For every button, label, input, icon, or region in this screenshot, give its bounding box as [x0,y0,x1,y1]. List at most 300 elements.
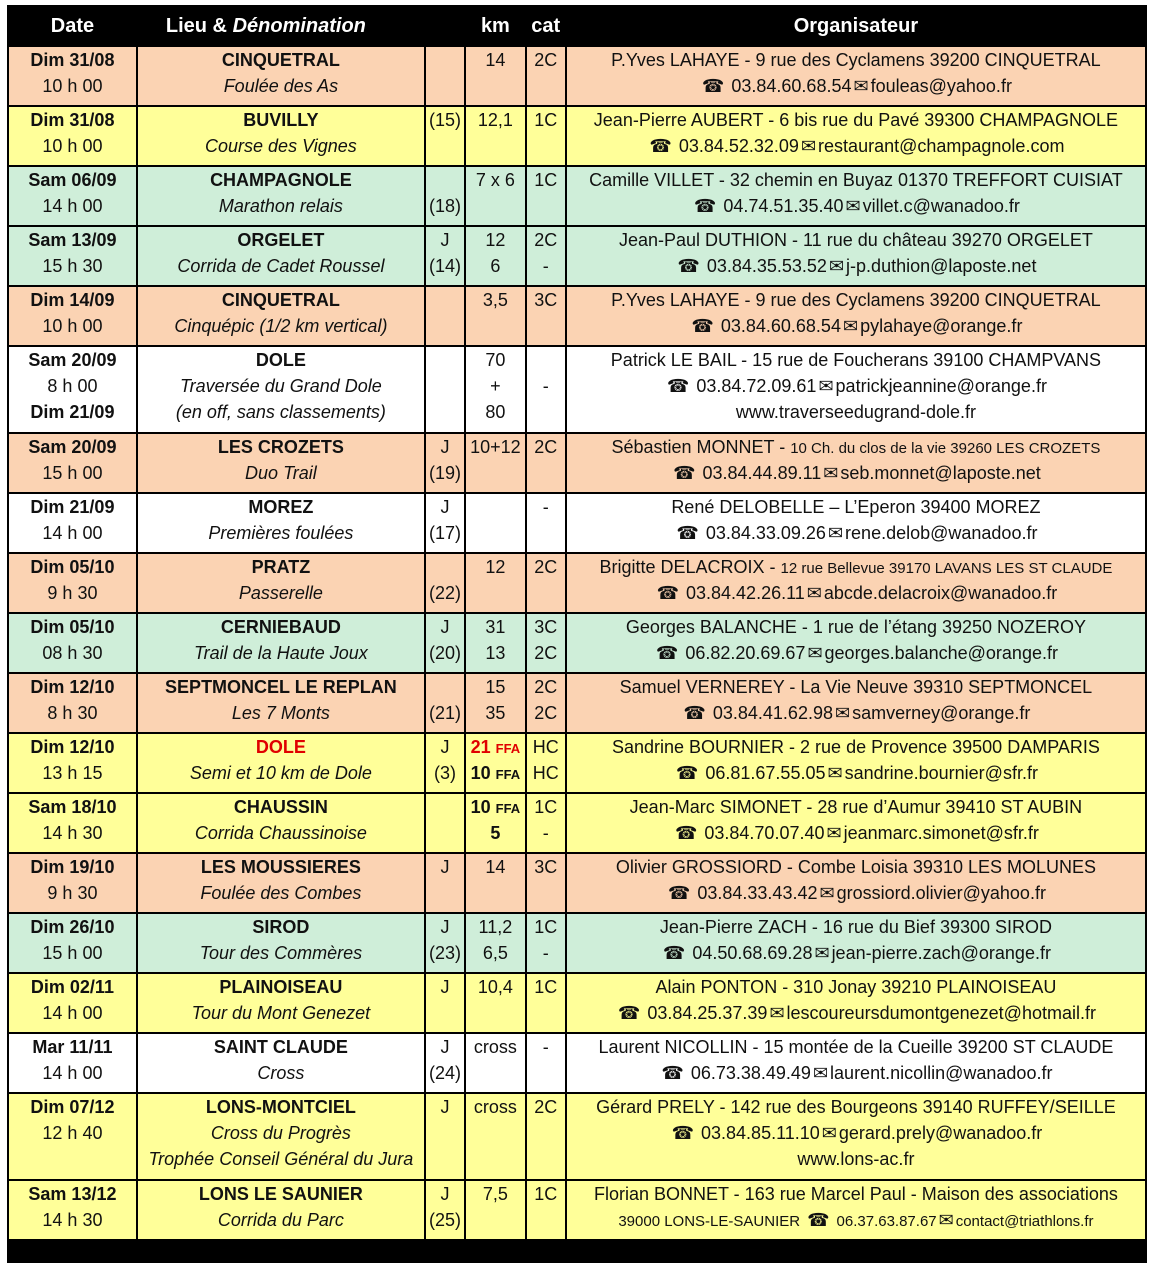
col-header-lieu-label: Lieu & [165,14,233,37]
event-name: Corrida du Parc [217,1210,344,1230]
organizer-cell [567,794,1145,852]
event-name: Corrida Chaussinoise [194,823,367,843]
event-name: Cross [257,1063,305,1083]
organizer-name-address: Jean-Paul DUTHION - 11 rue du château 39270 ORGELET [618,230,1093,250]
table-row [9,854,1145,912]
j-value [426,167,464,193]
km-value: 35 [485,703,506,723]
organizer-cell [567,974,1145,1032]
organizer-cell [567,554,1145,612]
date-cell [9,47,136,105]
j-value: (24) [429,1063,462,1083]
organizer-cell [567,227,1145,285]
phone-icon: ☎ [662,943,686,963]
table-row [9,614,1145,672]
mail-icon: ✉ [823,463,839,483]
organizer-cell [567,1181,1145,1239]
cat-cell [527,1034,565,1092]
lieu-cell [138,914,424,972]
km-cell [466,107,524,165]
col-header-date: Date [9,7,136,45]
date-cell [9,494,136,552]
km-value: 3,5 [482,290,508,310]
event-date: Dim 31/08 [30,50,115,70]
km-cell [466,794,524,852]
event-name: Foulée des As [223,76,339,96]
km-cell [466,674,524,732]
event-name: Trail de la Haute Joux [194,643,368,663]
event-time: 10 h 00 [42,316,103,336]
cat-cell [527,47,565,105]
email-address[interactable]: jean-pierre.zach@orange.fr [831,943,1051,963]
email-address[interactable]: villet.c@wanadoo.fr [862,196,1020,216]
ffa-tag: FFA [495,767,521,782]
date-cell [9,674,136,732]
organizer-address [567,107,1145,133]
organizer-address [567,494,1145,520]
website-link[interactable]: www.lons-ac.fr [797,1149,915,1169]
km-cell [466,287,524,345]
cat-cell [527,554,565,612]
cat-value: - [542,823,549,843]
cat-value: - [542,943,549,963]
phone-icon: ☎ [674,823,698,843]
km-value: 12 [485,557,506,577]
mail-icon: ✉ [807,643,823,663]
cat-value: 1C [534,1184,558,1204]
lieu-cell [138,554,424,612]
phone-number: 06.81.67.55.05 [705,763,826,783]
km-cell [466,347,524,432]
km-cell [466,914,524,972]
organizer-name-address: Camille VILLET - 32 chemin en Buyaz 01370 TREFFORT CUISIAT [589,170,1123,190]
organizer-name-address: Jean-Marc SIMONET - 28 rue d’Aumur 39410 ST AUBIN [629,797,1083,817]
organizer-contact [567,73,1145,99]
event-location: DOLE [255,737,306,757]
organizer-cell [567,854,1145,912]
event-time: 10 h 00 [42,136,103,156]
j-value: J [440,1097,450,1117]
organizer-name-address: Jean-Pierre AUBERT - 6 bis rue du Pavé 39300 CHAMPAGNOLE [593,110,1119,130]
j-value: J [440,857,450,877]
event-date: Sam 13/09 [28,230,117,250]
km-value: cross [473,1037,517,1057]
organizer-address [567,227,1145,253]
cat-cell [527,167,565,225]
event-date: Dim 05/10 [30,617,115,637]
j-cell [426,674,464,732]
j-cell [426,614,464,672]
organizer-address [567,914,1145,940]
phone-icon: ☎ [693,196,717,216]
ffa-tag: FFA [495,741,521,756]
email-address[interactable]: patrickjeannine@orange.fr [835,376,1047,396]
mail-icon: ✉ [853,76,869,96]
cat-value: 2C [534,677,558,697]
km-value: + [490,376,501,396]
j-value [426,794,464,820]
phone-number: 03.84.44.89.11 [702,463,822,483]
j-value: (23) [429,943,462,963]
organizer-cell [567,494,1145,552]
phone-number: 03.84.85.11.10 [701,1123,820,1143]
km-cell [466,167,524,225]
organizer-cell [567,1094,1145,1179]
cat-value: 2C [534,643,558,663]
cat-value: - [542,497,549,517]
j-value [426,674,464,700]
event-time: 8 h 30 [47,703,98,723]
km-value: 12 [485,230,506,250]
cat-cell [527,974,565,1032]
table-row [9,734,1145,792]
j-value [426,47,464,73]
organizer-contact [567,1120,1145,1146]
organizer-cell [567,434,1145,492]
event-time: 12 h 40 [42,1123,103,1143]
lieu-cell [138,47,424,105]
phone-number: 03.84.60.68.54 [731,76,852,96]
organizer-name-address: Laurent NICOLLIN - 15 montée de la Cueille 39200 ST CLAUDE [598,1037,1114,1057]
event-date: Dim 02/11 [30,977,114,997]
event-location: CERNIEBAUD [220,617,341,637]
phone-number: 03.84.52.32.09 [678,136,799,156]
email-address[interactable]: seb.monnet@laposte.net [840,463,1041,483]
event-date: Dim 21/09 [30,402,115,422]
cat-cell [527,107,565,165]
col-header-lieu [138,7,464,45]
organizer-contact [567,820,1145,846]
organizer-cell [567,347,1145,432]
cat-cell [527,1094,565,1179]
table-row [9,974,1145,1032]
organizer-name-address: Samuel VERNEREY - La Vie Neuve 39310 SEPTMONCEL [619,677,1093,697]
cat-value: 2C [534,703,558,723]
organizer-address [567,674,1145,700]
organizer-address [567,167,1145,193]
table-row [9,47,1145,105]
j-cell [426,554,464,612]
j-cell [426,287,464,345]
date-cell [9,1181,136,1239]
cat-value: 2C [534,50,558,70]
j-value [426,313,464,339]
km-value: 10+12 [470,437,521,457]
race-calendar-table [7,5,1147,1241]
km-value: 14 [485,50,506,70]
date-cell [9,167,136,225]
organizer-contact [567,940,1145,966]
organizer-contact [567,1207,1145,1233]
lieu-cell [138,734,424,792]
phone-number: 03.84.25.37.39 [647,1003,768,1023]
email-address[interactable]: grossiord.olivier@yahoo.fr [836,883,1046,903]
email-address[interactable]: rene.delob@wanadoo.fr [845,523,1038,543]
phone-icon: ☎ [667,883,691,903]
date-cell [9,347,136,432]
website-link[interactable]: www.traverseedugrand-dole.fr [735,402,976,422]
cat-value: 2C [534,557,558,577]
phone-number: 03.84.60.68.54 [720,316,841,336]
phone-number: 03.84.72.09.61 [696,376,817,396]
event-location: PRATZ [251,557,311,577]
event-time: 14 h 00 [42,1063,103,1083]
j-cell [426,167,464,225]
mail-icon: ✉ [828,256,845,276]
event-time: 14 h 00 [42,196,103,216]
km-value: 13 [485,643,506,663]
event-time: 14 h 00 [42,1003,103,1023]
km-value: 6 [490,256,501,276]
organizer-address [567,287,1145,313]
email-address[interactable]: j-p.duthion@laposte.net [846,256,1037,276]
date-cell [9,794,136,852]
j-cell [426,974,464,1032]
cat-value: 3C [534,857,558,877]
event-time: 8 h 00 [47,376,98,396]
cat-cell [527,434,565,492]
event-location: LES CROZETS [217,437,344,457]
phone-icon: ☎ [701,76,725,96]
email-address[interactable]: gerard.prely@wanadoo.fr [838,1123,1043,1143]
event-name: Cross du Progrès [210,1123,351,1143]
cat-cell [527,287,565,345]
organizer-address-small: 12 rue Bellevue 39170 LAVANS LES ST CLAUDE [780,560,1113,577]
cat-cell [527,674,565,732]
ffa-tag: FFA [495,801,521,816]
organizer-address [567,794,1145,820]
table-row [9,167,1145,225]
organizer-contact [567,580,1145,606]
table-header-row [9,7,1145,45]
j-cell [426,47,464,105]
phone-icon: ☎ [661,1063,684,1083]
lieu-cell [138,1034,424,1092]
cat-value: 1C [534,977,558,997]
phone-number: 03.84.42.26.11 [686,583,805,603]
km-cell [466,974,524,1032]
j-value [426,880,464,906]
km-cell [466,47,524,105]
organizer-city: 39000 LONS-LE-SAUNIER [618,1213,801,1230]
cat-value: HC [532,763,559,783]
j-value: (3) [434,763,457,783]
lieu-cell [138,287,424,345]
cat-cell [527,794,565,852]
organizer-name-address: Olivier GROSSIORD - Combe Loisia 39310 LES MOLUNES [615,857,1097,877]
cat-value [527,347,565,373]
mail-icon: ✉ [827,763,843,783]
organizer-name-address: Jean-Pierre ZACH - 16 rue du Bief 39300 SIROD [659,917,1053,937]
organizer-address [567,1094,1145,1120]
cat-value: - [542,1037,549,1057]
organizer-name-address: P.Yves LAHAYE - 9 rue des Cyclamens 39200 CINQUETRAL [611,290,1101,310]
organizer-name-address: Gérard PRELY - 142 rue des Bourgeons 39140 RUFFEY/SEILLE [596,1097,1116,1117]
email-address[interactable]: samverney@orange.fr [852,703,1031,723]
organizer-contact [567,460,1145,486]
table-row [9,674,1145,732]
table-row [9,494,1145,552]
table-row [9,107,1145,165]
km-cell [466,614,524,672]
km-cell [466,1181,524,1239]
table-row [9,1181,1145,1239]
organizer-contact [567,700,1145,726]
email-address[interactable]: georges.balanche@orange.fr [824,643,1058,663]
cat-value: HC [532,737,559,757]
event-time: 08 h 30 [42,643,103,663]
event-name: Trophée Conseil Général du Jura [148,1149,414,1169]
email-address[interactable]: jeanmarc.simonet@sfr.fr [843,823,1039,843]
km-ffa-line [466,794,524,820]
organizer-cell [567,287,1145,345]
cat-cell [527,227,565,285]
organizer-contact [567,133,1145,159]
event-time: 9 h 30 [47,583,98,603]
email-address[interactable]: lescoureursdumontgenezet@hotmail.fr [786,1003,1096,1023]
phone-number: 03.84.35.53.52 [706,256,827,276]
mail-icon: ✉ [834,703,851,723]
j-value: (19) [429,463,462,483]
j-value: (18) [429,196,462,216]
event-name: Semi et 10 km de Dole [189,763,372,783]
email-address[interactable]: fouleas@yahoo.fr [870,76,1012,96]
phone-icon: ☎ [676,523,699,543]
organizer-contact [567,760,1145,786]
organizer-address [567,854,1145,880]
date-cell [9,554,136,612]
j-value: J [440,437,450,457]
email-address[interactable]: sandrine.bournier@sfr.fr [844,763,1038,783]
cat-value: 2C [534,437,558,457]
j-cell [426,494,464,552]
event-time: 10 h 00 [42,76,103,96]
phone-icon: ☎ [677,256,700,276]
event-time: 15 h 00 [42,943,103,963]
mail-icon: ✉ [806,583,822,603]
j-value: J [440,1037,450,1057]
organizer-address [567,347,1145,373]
organizer-address [567,614,1145,640]
event-location: LONS-MONTCIEL [205,1097,356,1117]
organizer-name-address: Sébastien MONNET - [611,437,791,457]
cat-cell [527,494,565,552]
event-location: SIROD [252,917,310,937]
event-time: 14 h 30 [42,823,103,843]
mail-icon: ✉ [821,1123,837,1143]
j-value [426,399,464,425]
km-value: 12,1 [477,110,513,130]
lieu-cell [138,107,424,165]
j-value: (22) [429,583,462,603]
cat-value: - [542,256,549,276]
event-name: Foulée des Combes [200,883,362,903]
km-value: 70 [485,350,506,370]
j-value: J [440,737,450,757]
organizer-cell [567,167,1145,225]
organizer-contact [567,520,1145,546]
event-date: Dim 12/10 [30,737,115,757]
phone-number: 06.73.38.49.49 [690,1063,811,1083]
email-address[interactable]: contact@triathlons.fr [955,1213,1094,1230]
organizer-contact [567,1000,1145,1026]
cat-cell [527,347,565,432]
lieu-cell [138,614,424,672]
email-address[interactable]: pylahaye@orange.fr [860,316,1023,336]
j-value [426,347,464,373]
km-ffa-line [466,820,524,846]
km-value: 11,2 [478,917,513,937]
date-cell [9,614,136,672]
mail-icon: ✉ [827,523,844,543]
phone-icon: ☎ [671,1123,694,1143]
km-value [466,494,524,520]
j-cell [426,794,464,852]
organizer-cell [567,734,1145,792]
phone-number: 03.84.70.07.40 [704,823,825,843]
date-cell [9,734,136,792]
mail-icon: ✉ [938,1210,954,1230]
km-value: 10 [470,797,491,817]
table-row [9,287,1145,345]
event-date: Mar 11/11 [32,1037,113,1057]
organizer-contact [567,640,1145,666]
km-cell [466,1094,524,1179]
phone-icon: ☎ [807,1210,830,1230]
email-address[interactable]: laurent.nicollin@wanadoo.fr [830,1063,1053,1083]
km-value: 10 [470,763,491,783]
j-value: (25) [429,1210,462,1230]
organizer-name-address: Alain PONTON - 310 Jonay 39210 PLAINOISEAU [655,977,1057,997]
mail-icon: ✉ [842,316,859,336]
date-cell [9,107,136,165]
j-value [426,820,464,846]
cat-cell [527,854,565,912]
email-address[interactable]: restaurant@champagnole.com [818,136,1065,156]
date-cell [9,854,136,912]
event-date: Sam 18/10 [28,797,117,817]
phone-number: 06.82.20.69.67 [685,643,806,663]
event-name: Cinquépic (1/2 km vertical) [174,316,388,336]
organizer-address [567,1181,1145,1207]
event-location: CHAMPAGNOLE [210,170,352,190]
email-address[interactable]: abcde.delacroix@wanadoo.fr [823,583,1058,603]
j-cell [426,854,464,912]
event-location: SAINT CLAUDE [213,1037,348,1057]
cat-cell [527,734,565,792]
phone-icon: ☎ [655,643,679,663]
event-location: CINQUETRAL [221,290,340,310]
cat-value: 3C [534,617,558,637]
event-name: Les 7 Monts [231,703,330,723]
event-date: Dim 14/09 [30,290,115,310]
km-cell [466,434,524,492]
event-time: 14 h 30 [42,1210,103,1230]
organizer-cell [567,107,1145,165]
col-header-cat: cat [527,7,565,45]
km-cell [466,494,524,552]
km-ffa-line [466,760,524,786]
event-date: Dim 19/10 [30,857,115,877]
phone-number: 03.84.33.09.26 [705,523,826,543]
event-date: Dim 31/08 [30,110,115,130]
organizer-contact [567,313,1145,339]
j-cell [426,1094,464,1179]
j-value: J [440,230,450,250]
j-value [426,1120,464,1146]
table-row [9,1034,1145,1092]
j-value: J [440,977,450,997]
